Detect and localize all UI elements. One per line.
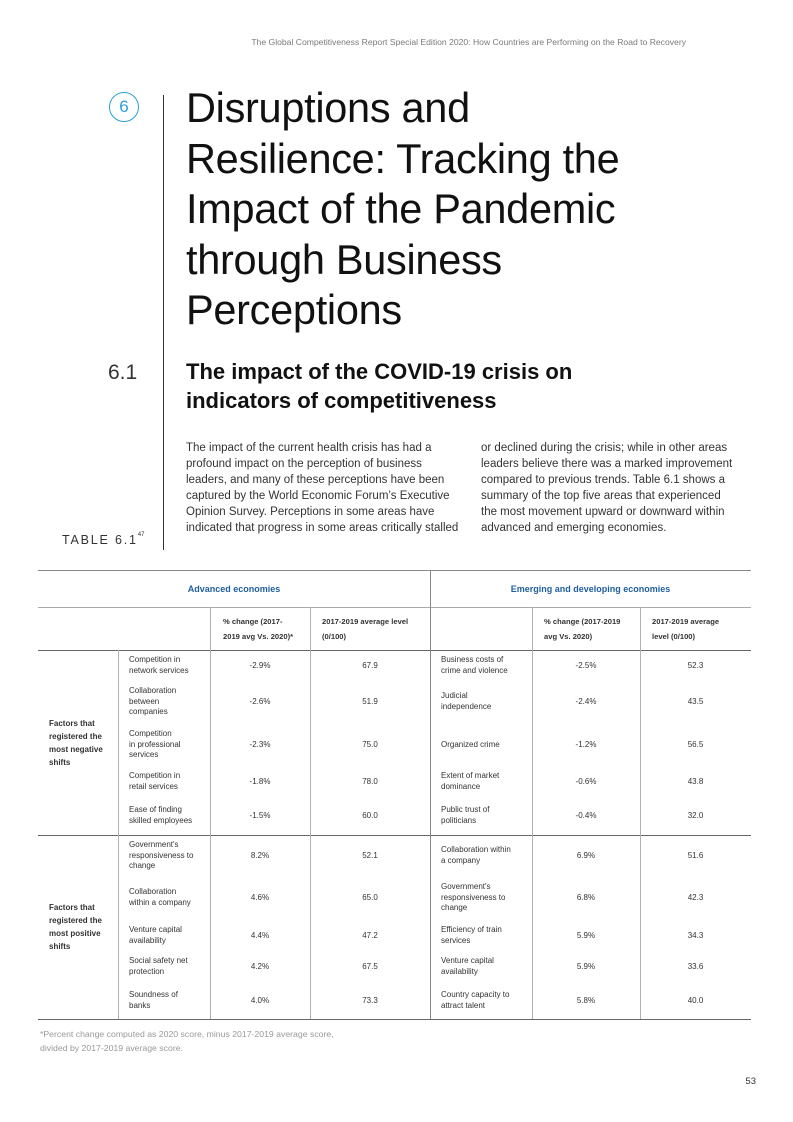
emerging-change-value: -2.4% xyxy=(575,697,597,706)
col-header-change-emerging xyxy=(544,614,620,644)
footnote-line: divided by 2017-2019 average score. xyxy=(40,1043,183,1053)
emerging-factor xyxy=(441,740,500,751)
factor-line: Extent of market xyxy=(441,771,500,781)
emerging-level-value: 34.3 xyxy=(687,931,704,940)
advanced-change-value: 8.2% xyxy=(250,851,270,860)
body-line: Opinion Survey. Perceptions in some areas have xyxy=(186,506,435,518)
advanced-factor xyxy=(129,925,182,946)
advanced-change-value: 4.4% xyxy=(250,931,270,940)
advanced-level-value: 73.3 xyxy=(362,996,378,1005)
table-rule xyxy=(38,650,751,651)
row-group-label-negative xyxy=(49,717,103,769)
advanced-level-value: 52.1 xyxy=(362,851,378,860)
emerging-change-value: -0.4% xyxy=(575,811,597,820)
emerging-level-value: 43.5 xyxy=(687,697,704,706)
group-header-advanced: Advanced economies xyxy=(187,584,281,594)
factor-line: in professional xyxy=(129,739,181,749)
advanced-change-value: 4.6% xyxy=(250,893,270,902)
body-line: captured by the World Economic Forum’s Executive xyxy=(186,490,450,502)
advanced-level-value: 67.9 xyxy=(362,661,378,670)
section-number: 6.1 xyxy=(108,361,138,384)
factor-line: attract talent xyxy=(441,1000,486,1010)
table-col-divider xyxy=(430,570,431,1019)
table-rule-bottom xyxy=(38,1019,751,1020)
emerging-level-value: 52.3 xyxy=(687,661,704,670)
factor-line: retail services xyxy=(129,781,178,791)
title-divider-line xyxy=(163,95,164,550)
factor-line: Ease of finding xyxy=(129,805,182,815)
factor-line: Government's xyxy=(129,840,179,850)
advanced-factor xyxy=(129,840,193,872)
table-rule-top xyxy=(38,570,751,571)
factor-line: Public trust of xyxy=(441,805,490,815)
factor-line: dominance xyxy=(441,781,481,791)
row-group-label-line: most positive xyxy=(49,929,101,938)
advanced-level-value: 78.0 xyxy=(362,777,378,786)
advanced-factor xyxy=(129,805,192,826)
factor-line: change xyxy=(129,861,156,871)
body-line: or declined during the crisis; while in other areas xyxy=(481,442,728,454)
table-footnote-ref: 47 xyxy=(137,532,145,538)
row-group-label-line: shifts xyxy=(49,942,71,951)
factor-line: Efficiency of train xyxy=(441,925,502,935)
section-title-line: indicators of competitiveness xyxy=(186,387,497,413)
factor-line: Judicial xyxy=(441,691,468,701)
factor-line: Competition xyxy=(129,729,172,739)
factor-line: within a company xyxy=(129,897,191,907)
col-header-line: % change (2017-2019 xyxy=(544,617,621,626)
advanced-level-value: 51.9 xyxy=(362,697,378,706)
section-title-line: The impact of the COVID-19 crisis on xyxy=(186,359,573,384)
advanced-level-value: 65.0 xyxy=(362,893,378,902)
emerging-factor xyxy=(441,925,502,946)
factor-line: responsiveness to xyxy=(129,850,194,860)
body-line: leaders, and many of these perceptions have been xyxy=(186,474,445,486)
chapter-number-badge: 6 xyxy=(109,92,139,122)
factor-line: Venture capital xyxy=(441,956,494,966)
chapter-title-line: Impact of the Pandemic xyxy=(186,185,616,232)
factor-line: Competition in xyxy=(129,655,181,665)
col-header-level-advanced xyxy=(322,614,408,644)
advanced-factor xyxy=(129,655,189,676)
body-line: profound impact on the perception of business xyxy=(186,458,422,470)
advanced-factor xyxy=(129,729,181,761)
factor-line: Soundness of xyxy=(129,990,178,1000)
advanced-change-value: -2.3% xyxy=(249,740,271,749)
col-header-line: avg Vs. 2020) xyxy=(544,632,593,641)
col-header-line: (0/100) xyxy=(322,632,347,641)
running-head: The Global Competitiveness Report Special Edition 2020: How Countries are Performing on the Road to Recovery xyxy=(251,37,686,47)
advanced-factor xyxy=(129,990,178,1011)
col-header-line: 2019 avg Vs. 2020)* xyxy=(223,632,294,641)
emerging-change-value: 6.9% xyxy=(576,851,596,860)
row-group-label-line: Factors that xyxy=(49,719,95,728)
factor-line: banks xyxy=(129,1000,151,1010)
body-line: compared to previous trends. Table 6.1 shows a xyxy=(481,474,725,486)
body-text-column-1 xyxy=(186,440,466,536)
factor-line: Competition in xyxy=(129,771,181,781)
body-line: leaders believe there was a marked improvement xyxy=(481,458,733,470)
chapter-title xyxy=(186,83,746,336)
factor-line: politicians xyxy=(441,815,477,825)
factor-line: Government's xyxy=(441,882,491,892)
advanced-factor xyxy=(129,956,188,977)
row-group-label-line: registered the xyxy=(49,732,102,741)
section-title xyxy=(186,358,686,415)
advanced-level-value: 60.0 xyxy=(362,811,378,820)
factor-line: independence xyxy=(441,701,492,711)
footnote-line: *Percent change computed as 2020 score, minus 2017-2019 average score, xyxy=(40,1029,334,1039)
factor-line: Organized crime xyxy=(441,739,500,749)
advanced-change-value: -1.5% xyxy=(249,811,271,820)
row-group-label-line: registered the xyxy=(49,916,102,925)
emerging-change-value: 5.8% xyxy=(576,996,596,1005)
factor-line: change xyxy=(441,903,468,913)
factor-line: services xyxy=(129,750,159,760)
chapter-title-line: Resilience: Tracking the xyxy=(186,134,620,182)
emerging-factor xyxy=(441,956,494,977)
col-header-line: % change (2017- xyxy=(223,617,283,626)
factor-line: companies xyxy=(129,707,168,717)
chapter-title-line: through Business xyxy=(186,235,502,283)
factor-line: network services xyxy=(129,665,189,675)
emerging-change-value: -1.2% xyxy=(575,740,597,749)
body-line: The impact of the current health crisis has had a xyxy=(186,442,432,454)
factor-line: responsiveness to xyxy=(441,892,506,902)
factor-line: crime and violence xyxy=(441,665,508,675)
emerging-factor xyxy=(441,882,505,914)
col-header-line: level (0/100) xyxy=(652,632,696,641)
emerging-level-value: 43.8 xyxy=(687,777,704,786)
factor-line: skilled employees xyxy=(129,815,193,825)
emerging-level-value: 56.5 xyxy=(687,740,704,749)
row-group-label-line: Factors that xyxy=(49,903,95,912)
advanced-change-value: 4.0% xyxy=(250,996,270,1005)
emerging-change-value: 6.8% xyxy=(576,893,596,902)
advanced-change-value: -1.8% xyxy=(249,777,271,786)
advanced-level-value: 67.5 xyxy=(362,962,378,971)
advanced-level-value: 75.0 xyxy=(362,740,378,749)
emerging-change-value: -2.5% xyxy=(575,661,597,670)
advanced-factor xyxy=(129,887,191,908)
emerging-change-value: -0.6% xyxy=(575,777,597,786)
emerging-factor xyxy=(441,845,511,866)
chapter-title-line: Perceptions xyxy=(186,286,402,333)
chapter-title-line: Disruptions and xyxy=(186,84,470,131)
body-line: indicated that progress in some areas critically stalled xyxy=(186,522,459,534)
advanced-level-value: 47.2 xyxy=(362,931,378,940)
body-text-column-2 xyxy=(481,440,746,536)
factor-line: a company xyxy=(441,855,481,865)
col-header-change-advanced xyxy=(223,614,293,644)
factor-line: services xyxy=(441,935,471,945)
table-label-text: TABLE 6.1 xyxy=(62,533,138,547)
table-rule xyxy=(38,607,751,608)
emerging-level-value: 51.6 xyxy=(687,851,704,860)
factor-line: Social safety net xyxy=(129,956,188,966)
emerging-factor xyxy=(441,771,499,792)
emerging-change-value: 5.9% xyxy=(576,931,596,940)
col-header-line: 2017-2019 average xyxy=(652,617,720,626)
factor-line: Collaboration xyxy=(129,887,177,897)
emerging-level-value: 40.0 xyxy=(687,996,704,1005)
factor-line: Collaboration within xyxy=(441,845,511,855)
factor-line: protection xyxy=(129,966,165,976)
emerging-factor xyxy=(441,655,508,676)
col-header-line: 2017-2019 average level xyxy=(322,617,409,626)
body-line: the most movement upward or downward within xyxy=(481,506,725,518)
group-header-emerging: Emerging and developing economies xyxy=(510,584,671,594)
body-line: advanced and emerging economies. xyxy=(481,522,667,534)
page-number: 53 xyxy=(745,1076,756,1087)
emerging-factor xyxy=(441,691,491,712)
advanced-change-value: 4.2% xyxy=(250,962,270,971)
table-label xyxy=(62,533,144,547)
advanced-factor xyxy=(129,771,180,792)
table-rule xyxy=(38,835,751,836)
advanced-change-value: -2.9% xyxy=(249,661,271,670)
factor-line: Venture capital xyxy=(129,925,182,935)
factor-line: Business costs of xyxy=(441,655,504,665)
factor-line: availability xyxy=(129,935,166,945)
factor-line: availability xyxy=(441,966,478,976)
factor-line: Collaboration xyxy=(129,686,177,696)
row-group-label-line: shifts xyxy=(49,758,71,767)
row-group-label-positive xyxy=(49,901,102,953)
emerging-level-value: 42.3 xyxy=(687,893,704,902)
body-line: summary of the top five areas that experienced xyxy=(481,490,721,502)
table-col-divider xyxy=(118,650,119,1019)
advanced-factor xyxy=(129,686,176,718)
emerging-change-value: 5.9% xyxy=(576,962,596,971)
emerging-factor xyxy=(441,990,509,1011)
emerging-factor xyxy=(441,805,489,826)
table-footnote xyxy=(40,1027,420,1055)
factor-line: between xyxy=(129,696,160,706)
col-header-level-emerging xyxy=(652,614,719,644)
emerging-level-value: 32.0 xyxy=(687,811,704,820)
emerging-level-value: 33.6 xyxy=(687,962,704,971)
factor-line: Country capacity to xyxy=(441,990,510,1000)
row-group-label-line: most negative xyxy=(49,745,103,754)
advanced-change-value: -2.6% xyxy=(249,697,271,706)
